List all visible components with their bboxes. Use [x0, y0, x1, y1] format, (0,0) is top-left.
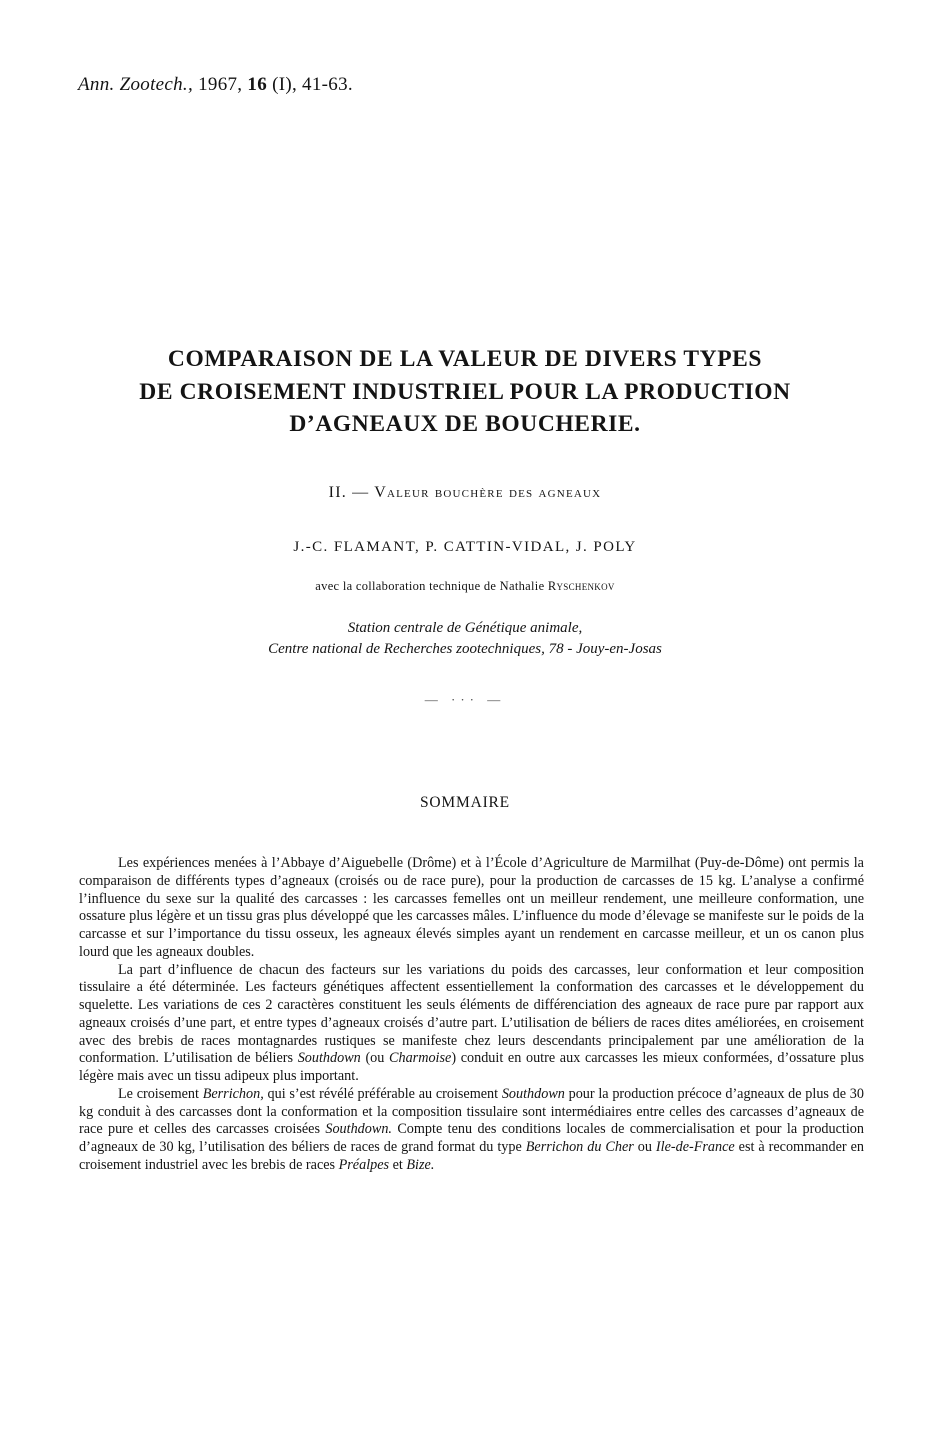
breed-bize: Bize.: [406, 1156, 435, 1173]
journal-reference: [78, 74, 353, 96]
part-subtitle: II. — Valeur bouchère des agneaux: [328, 484, 602, 501]
article-title: [60, 343, 870, 441]
journal-volume: 16: [247, 74, 268, 95]
section-heading-sommaire: SOMMAIRE: [420, 794, 510, 811]
title-line-2: DE CROISEMENT INDUSTRIEL POUR LA PRODUCTION: [139, 378, 791, 405]
summary-paragraph-3: Le croisement Berrichon, qui s’est révélé préférable au croisement Southdown pour la production précoce d’agneaux de plus de 30 kg conduit à des carcasses dont la conformation et la composition tissulaire sont intermédiaires entre celles des carcasses d’agneaux de race pure et celles des carcasses croisées Southdown. Compte tenu des conditions locales de commercialisation et pour la production d’agneaux de 30 kg, l’utilisation des béliers de races de grand format du type Berrichon du Cher ou Ile-de-France est à recommander en croisement industriel avec les brebis de races Préalpes et Bize.: [79, 1085, 864, 1173]
collaboration-note: [0, 579, 930, 594]
journal-name: Ann. Zootech.,: [78, 74, 194, 95]
summary-paragraph-1: Les expériences menées à l’Abbaye d’Aiguebelle (Drôme) et à l’École d’Agriculture de Marmilhat (Puy-de-Dôme) ont permis la comparaison de différents types d’agneaux (croisés ou de race pure), pour la production de carcasses de 15 kg. L’analyse a confirmé l’influence du sexe sur la qualité des carcasses : les carcasses femelles ont un meilleur rendement, une meilleure conformation, une ossature plus légère et un tissu gras plus développé que les carcasses mâles. L’influence du mode d’élevage se manifeste sur le poids de la carcasse et sur l’importance du tissu osseux, les agneaux élevés simples ayant un rendement en carcasse meilleur, et un os canon plus lourd que les agneaux doubles.: [79, 855, 864, 960]
breed-berrichon: Berrichon,: [202, 1085, 264, 1102]
authors: J.-C. FLAMANT, P. CATTIN-VIDAL, J. POLY: [293, 539, 637, 555]
summary-paragraph-2: La part d’influence de chacun des facteurs sur les variations du poids des carcasses, leur conformation et leur composition tissulaire a été déterminée. Les facteurs génétiques affectent essentiellement la conformation des carcasses et le développement du squelette. Les variations de ces 2 caractères constituent les seuls éléments de différenciation des agneaux de race pure par rapport aux agneaux croisés d’une part, et entre types d’agneaux croisés d’autre part. L’utilisation de béliers de races dites améliorées, en croisement avec des brebis de races montagnardes rustiques se manifeste chez leurs descendants principalement par une amélioration de la conformation. L’utilisation de béliers Southdown (ou Charmoise) conduit en outre aux carcasses les mieux conformées, d’ossature plus légère mais avec un tissu adipeux plus important.: [79, 961, 864, 1084]
journal-year: 1967,: [198, 74, 243, 95]
collaborator-name: Ryschenkov: [547, 579, 615, 593]
breed-prealpes: Préalpes: [338, 1156, 390, 1173]
breed-southdown: Southdown.: [325, 1121, 392, 1138]
breed-southdown: Southdown: [297, 1050, 361, 1067]
breed-charmoise: Charmoise: [389, 1050, 452, 1067]
affiliation-line-1: Station centrale de Génétique animale,: [347, 620, 583, 636]
affiliation: [0, 618, 930, 660]
journal-issue-pages: (I), 41-63.: [272, 74, 353, 95]
summary-body: [79, 855, 864, 1175]
separator: — ··· —: [424, 692, 506, 707]
breed-southdown: Southdown: [501, 1085, 565, 1102]
title-line-1: COMPARAISON DE LA VALEUR DE DIVERS TYPES: [167, 346, 763, 372]
breed-berrichon-du-cher: Berrichon du Cher: [525, 1139, 634, 1155]
affiliation-line-2: Centre national de Recherches zootechniques, 78 - Jouy-en-Josas: [268, 641, 662, 657]
title-line-3: D’AGNEAUX DE BOUCHERIE.: [289, 411, 641, 437]
collaboration-prefix: avec la collaboration technique de Nathalie: [315, 579, 545, 593]
breed-ile-de-france: Ile-de-France: [655, 1139, 735, 1155]
